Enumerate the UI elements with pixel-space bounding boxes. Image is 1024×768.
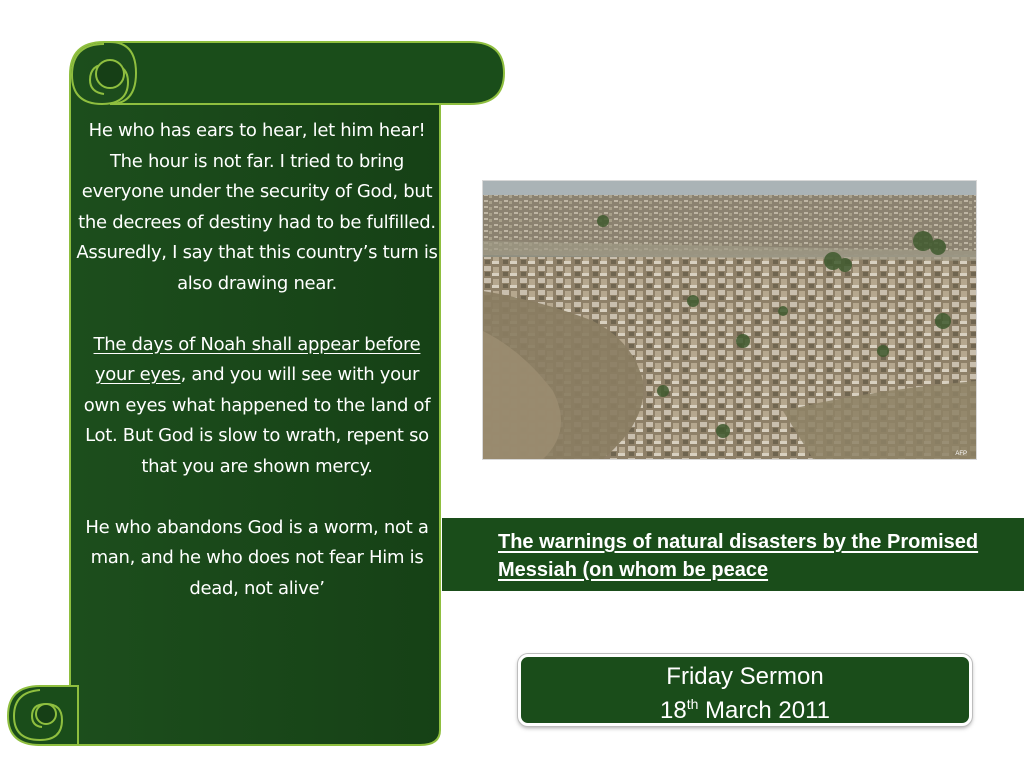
quote-underlined-phrase: The days of Noah shall appear before your eyes: [93, 333, 421, 385]
quote-paragraph-1: He who has ears to hear, let him hear! The hour is not far. I tried to bring everyone under the security of God, but the decrees of destiny had to be fulfilled. Assuredly, I say that this country’s turn is also drawing near.: [76, 120, 438, 294]
scroll-quote: [76, 116, 438, 604]
flood-scene-image: [483, 181, 976, 459]
sermon-date-day: 18: [659, 697, 687, 724]
quote-paragraph-2-rest: , and you will see with your own eyes what happened to the land of Lot. But God is slow to wrath, repent so that you are shown mercy.: [83, 364, 431, 477]
caption-title: The warnings of natural disasters by the Promised Messiah (on whom be peace: [498, 531, 979, 581]
sermon-date-rest: March 2011: [698, 697, 830, 724]
flood-aerial-photo: [482, 180, 977, 460]
sermon-date: [521, 694, 969, 728]
sermon-date-suffix: th: [686, 696, 699, 712]
quote-paragraph-2: [76, 330, 438, 483]
photo-credit: AFP: [955, 451, 967, 457]
quote-paragraph-3: He who abandons God is a worm, not a man, and he who does not fear Him is dead, not alive’: [85, 516, 429, 599]
sermon-title: Friday Sermon: [666, 663, 824, 690]
sermon-info-box: [518, 654, 972, 726]
